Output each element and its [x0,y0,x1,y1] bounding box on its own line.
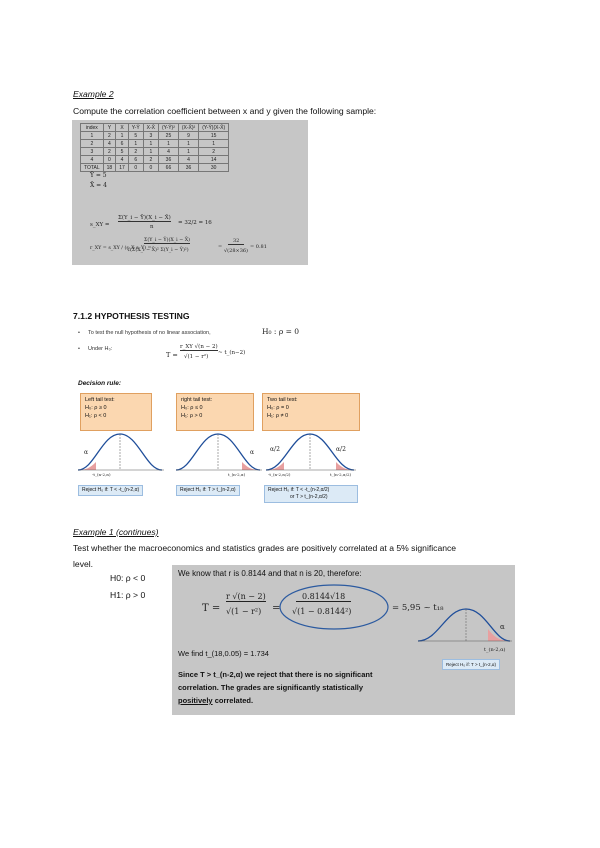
right-tail-reject: Reject H₀ if: T > t_(n-2,α) [176,485,240,496]
conclusion-positively: positively [178,696,213,705]
table-cell: 0 [128,164,143,172]
right-tail-curve-example [416,607,512,649]
table-cell: 1 [116,132,129,140]
two-tail-curve [262,430,362,478]
section-heading: 7.1.2 HYPOTHESIS TESTING [73,311,190,321]
table-cell: 4 [159,148,179,156]
table-cell: 30 [199,164,229,172]
two-tail-h1: H₁: ρ ≠ 0 [267,413,289,419]
table-cell: 2 [143,156,158,164]
conclusion-line3 [178,696,253,705]
table-cell: 1 [199,140,229,148]
table-cell: TOTAL [81,164,104,172]
t-formula-rhs: ~ t_(n−2) [218,350,246,356]
known-values: We know that r is 0.8144 and that n is 20, therefore: [178,569,362,578]
covariance-denominator: n [150,224,154,230]
table-cell: 6 [128,156,143,164]
table-header: (Y-Ȳ)² [159,124,179,132]
table-cell: 36 [178,164,198,172]
right-tail-h1: H₁: ρ > 0 [181,413,203,419]
table-cell: 3 [81,148,104,156]
left-tail-critical: -t_(n-2,α) [92,472,111,477]
sample-table [80,123,229,172]
table-cell: 5 [128,132,143,140]
conclusion-line2: correlation. The grades are significantly statistically [178,683,364,692]
example2-heading: Example 2 [73,89,114,99]
t-numerator: r √(n − 2) [226,592,266,601]
two-tail-critical-left: -t_(n-2,α/2) [268,472,291,477]
left-tail-reject: Reject H₀ if: T < -t_(n-2,α) [78,485,143,496]
correlation-numerator: Σ(Y_i − Ȳ)(X_i − X̄) [144,238,191,243]
t-value-denominator: √(1 − 0.8144²) [292,607,352,616]
table-header: (X-X̄)² [178,124,198,132]
example1-prompt: Test whether the macroeconomics and statistics grades are positively correlated at a 5% significance [73,543,457,553]
example1-image-panel [172,565,515,715]
example1-prompt-line2: level. [73,559,94,569]
y-mean: Ȳ = 5 [90,172,107,179]
table-row [81,140,229,148]
example-alpha: α [500,623,505,631]
example1-h0: H0: ρ < 0 [110,573,146,583]
table-cell: 2 [103,148,116,156]
right-tail-alpha: α [250,449,255,456]
bullet-dot: • [78,330,80,336]
correlation-equals: = [218,244,223,250]
two-tail-critical-right: t_(n-2,α/2) [330,472,352,477]
table-cell: 17 [116,164,129,172]
table-row [81,148,229,156]
table-cell: 4 [178,156,198,164]
table-header: (Y-Ȳ)(X-X̄) [199,124,229,132]
table-header: Y-Ȳ [128,124,143,132]
t-formula-numerator: r_XY √(n − 2) [180,344,218,350]
table-header: X-X̄ [143,124,158,132]
example2-prompt: Compute the correlation coefficient between x and y given the following sample: [73,106,377,116]
right-tail-title: right tail test: [181,397,213,403]
left-tail-title: Left tail test: [85,397,115,403]
critical-value-found: We find t_(18,0.05) = 1.734 [178,649,269,658]
correlation-frac-den: √(28×36) [224,248,249,254]
example-reject: Reject H₀ if: T > t_(n-2,α) [442,659,500,670]
table-cell: 14 [199,156,229,164]
two-tail-reject-line2: or T > t_(n-2,α/2) [290,494,328,500]
table-cell: 1 [128,140,143,148]
decision-rule-label: Decision rule: [78,380,121,387]
two-tail-box [262,393,360,431]
table-cell: 25 [159,132,179,140]
null-hypothesis: H₀ : ρ = 0 [262,327,300,336]
table-cell: 5 [116,148,129,156]
table-cell: 0 [143,164,158,172]
conclusion-line1: Since T > t_(n-2,α) we reject that there is no significant [178,670,373,679]
left-tail-curve [76,430,166,478]
table-cell: 2 [103,132,116,140]
two-tail-reject [264,485,358,503]
bullet2-text: Under H₀: [88,346,113,352]
two-tail-h0: H₀: ρ = 0 [267,405,289,411]
table-cell: 66 [159,164,179,172]
t-denominator: √(1 − r²) [226,607,262,616]
table-header-row [81,124,229,132]
t-value-result: = 5,95 ~ t₁₈ [392,603,444,613]
table-cell: 1 [143,148,158,156]
table-header: index [81,124,104,132]
table-cell: 1 [81,132,104,140]
table-cell: 3 [143,132,158,140]
right-tail-h0: H₀: ρ ≤ 0 [181,405,203,411]
table-cell: 0 [103,156,116,164]
table-cell: 1 [178,140,198,148]
left-tail-h1: H₁: ρ < 0 [85,413,107,419]
t-formula-lhs: T = [166,351,178,359]
two-tail-alpha-right: α/2 [336,446,346,453]
table-cell: 18 [103,164,116,172]
correlation-frac-num: 32 [228,238,244,245]
table-cell: 1 [143,140,158,148]
two-tail-alpha-left: α/2 [270,446,280,453]
left-tail-box [80,393,152,431]
conclusion-rest: correlated. [212,696,254,705]
table-cell: 15 [199,132,229,140]
covariance-numerator: Σ(Y_i − Ȳ)(X_i − X̄) [118,215,171,221]
table-cell: 9 [178,132,198,140]
table-cell: 4 [103,140,116,148]
table-row [81,156,229,164]
table-row [81,132,229,140]
correlation-lhs: r_XY = s_XY / (s_X s_Y) = [90,246,152,251]
right-tail-box [176,393,254,431]
two-tail-title: Two tail test: [267,397,298,403]
example1-h1: H1: ρ > 0 [110,590,146,600]
table-cell: 2 [81,140,104,148]
left-tail-h0: H₀: ρ ≥ 0 [85,405,107,411]
table-cell: 6 [116,140,129,148]
t-lhs: T = [202,603,221,614]
t-value-numerator: 0.8144√18 [296,592,351,602]
t-formula-denominator: √(1 − r²) [184,354,209,360]
table-cell: 1 [159,140,179,148]
table-cell: 36 [159,156,179,164]
table-cell: 4 [81,156,104,164]
x-mean: X̄ = 4 [90,182,107,189]
covariance-lhs: s_XY = [90,222,110,228]
covariance-result: = 32/2 = 16 [178,220,212,226]
table-cell: 2 [199,148,229,156]
table-row [81,164,229,172]
table-header: X [116,124,129,132]
example1-heading: Example 1 (continues) [73,527,159,537]
table-cell: 4 [116,156,129,164]
example-critical: t_(n-2,α) [484,647,506,653]
correlation-denominator: √(Σ(X_i − X̄)² Σ(Y_i − Ȳ)²) [127,248,189,253]
table-cell: 2 [128,148,143,156]
correlation-result: = 0.81 [250,244,267,250]
t-equals: = [272,603,281,614]
table-cell: 1 [178,148,198,156]
bullet-dot: • [78,346,80,352]
right-tail-critical: t_(n-2,α) [228,472,246,477]
bullet1-text: To test the null hypothesis of no linear association, [88,330,211,336]
table-header: Y [103,124,116,132]
two-tail-reject-line1: Reject H₀ if: T < -t_(n-2,α/2) [268,487,330,493]
left-tail-alpha: α [84,449,89,456]
example2-image-panel [72,120,308,265]
